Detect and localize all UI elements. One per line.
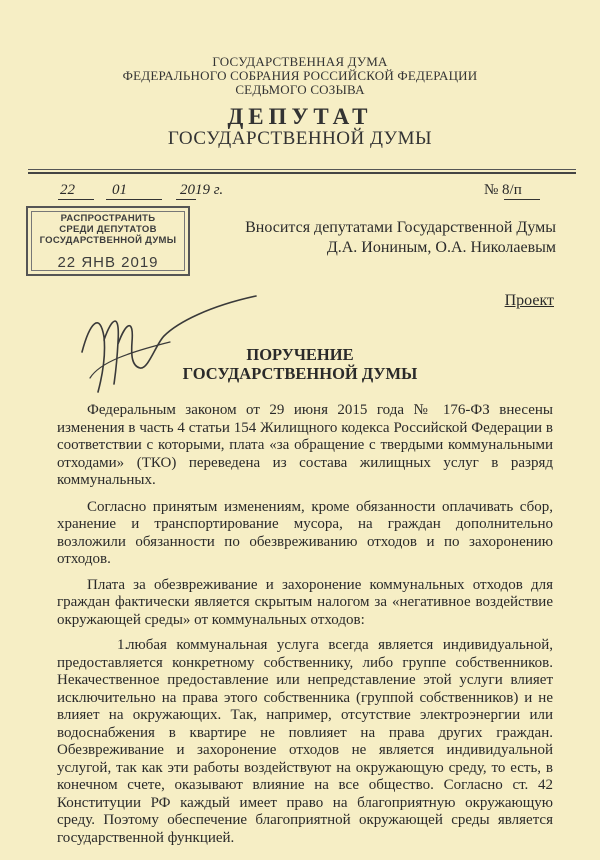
paragraph-3: Плата за обезвреживание и захоронение коммунальных отходов для граждан фактически является скрытым налогом за «негативное воздействие окружающей среды» от коммунальных отходов: (57, 576, 553, 628)
introduced-by (245, 218, 556, 258)
date-month-underline (106, 199, 162, 200)
gosduma-title: ГОСУДАРСТВЕННОЙ ДУМЫ (167, 128, 433, 149)
number-underline (504, 199, 540, 200)
stamp-line-2: СРЕДИ ДЕПУТАТОВ (59, 224, 157, 235)
header-line-1: ГОСУДАРСТВЕННАЯ ДУМА (212, 54, 388, 69)
draft-label: Проект (504, 292, 554, 309)
list-item-text: любая коммунальная услуга всегда является индивидуальной, предоставляется конкретному собственнику, либо группе собственников. Некачественное предоставление или непредставление этой услуги влияет исключительно на права этого собственника (группой собственников) и не влияет на окружающих. Так, например, отсутствие электроэнергии или водоснабжения в квартире не повлияет на права других граждан. Обезвреживание и захоронение отходов не является индивидуальной услугой, так как эти работы воздействуют на окружающую среду, то есть, в конечном счете, оказывают влияние на все общество. Согласно ст. 42 Конституции РФ каждый имеет право на благоприятную окружающую среду. Поэтому обеспечение благоприятной окружающей среды является государственной функцией. (57, 637, 553, 846)
paragraph-1: Федеральным законом от 29 июня 2015 года № 176-ФЗ внесены изменения в часть 4 статьи 154 Жилищного кодекса Российской Федерации в соответствии с которыми, плата «за обращение с твердыми коммунальными отходами» (ТКО) переведена из состава жилищных услуг в разряд коммунальных. (57, 402, 553, 488)
header-line-2: ФЕДЕРАЛЬНОГО СОБРАНИЯ РОССИЙСКОЙ ФЕДЕРАЦИИ (122, 68, 478, 83)
header-divider-thick (28, 172, 576, 174)
date-year: 2019 г. (180, 182, 224, 198)
title-line-2: ГОСУДАРСТВЕННОЙ ДУМЫ (182, 364, 418, 383)
introduced-by-line-1: Вносится депутатами Государственной Думы (245, 219, 556, 236)
handwritten-signature (60, 282, 260, 402)
stamp-inner-border (31, 211, 185, 271)
document-body (57, 402, 553, 855)
stamp-line-3: ГОСУДАРСТВЕННОЙ ДУМЫ (39, 235, 177, 246)
stamp-line-1: РАСПРОСТРАНИТЬ (60, 213, 156, 224)
paragraph-2: Согласно принятым изменениям, кроме обязанности оплачивать сбор, хранение и транспортирование мусора, на граждан дополнительно возложили обязанности по обезвреживанию отходов и по захоронению отходов. (57, 498, 553, 567)
header-line-3: СЕДЬМОГО СОЗЫВА (235, 82, 365, 97)
distribution-stamp (26, 206, 190, 276)
date-day-underline (58, 199, 94, 200)
title-line-1: ПОРУЧЕНИЕ (246, 345, 354, 364)
list-item (57, 637, 553, 847)
deputy-title: ДЕПУТАТ (227, 104, 373, 129)
stamp-date: 22 ЯНВ 2019 (57, 254, 159, 271)
date-month: 01 (112, 182, 127, 198)
date-day: 22 (60, 182, 75, 198)
document-number: № 8/п (484, 182, 522, 198)
date-year-underline (176, 199, 196, 200)
introduced-by-line-2: Д.А. Иониным, О.А. Николаевым (326, 239, 556, 256)
header-divider-thin (28, 169, 576, 170)
list-item-number: 1. (117, 637, 129, 653)
